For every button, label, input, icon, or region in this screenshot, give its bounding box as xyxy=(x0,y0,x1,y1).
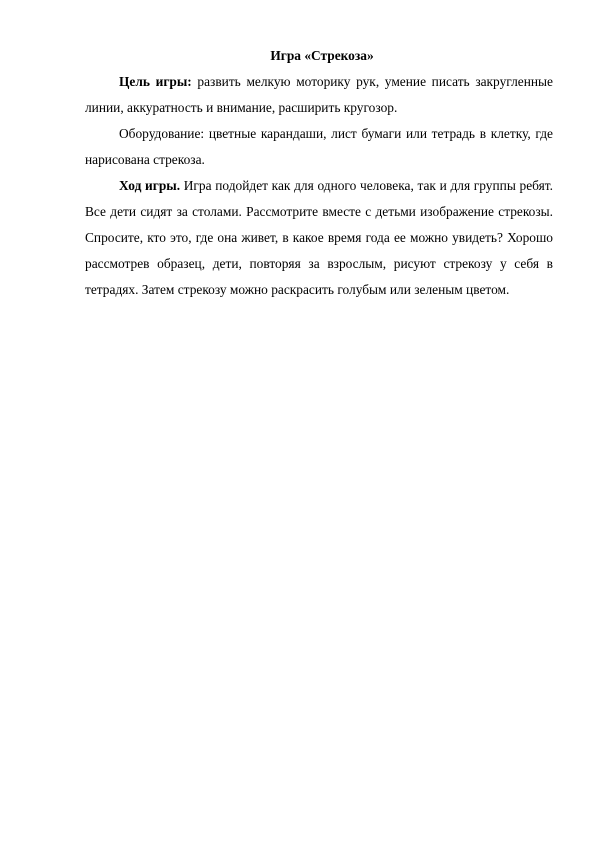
goal-label: Цель игры: xyxy=(119,74,192,89)
equipment-paragraph: Оборудование: цветные карандаши, лист бумаги или тетрадь в клетку, где нарисована стрекоза. xyxy=(85,126,553,167)
document-title: Игра «Стрекоза» xyxy=(270,48,374,63)
goal-paragraph xyxy=(85,69,553,121)
procedure-paragraph xyxy=(85,173,553,303)
document-body xyxy=(85,43,553,303)
procedure-label: Ход игры. xyxy=(119,178,181,193)
procedure-text: Игра подойдет как для одного человека, так и для группы ребят. Все дети сидят за столами. Рассмотрите вместе с детьми изображение стрекозы. Спросите, кто это, где она живет, в какое время года ее можно увидеть? Хорошо рассмотрев образец, дети, повторяя за взрослым, рисуют стрекозу у себя в тетрадях. Затем стрекозу можно раскрасить голубым или зеленым цветом. xyxy=(85,178,553,297)
goal-text: развить мелкую моторику рук, умение писать закругленные линии, аккуратность и внимание, расширить кругозор. xyxy=(85,74,553,115)
